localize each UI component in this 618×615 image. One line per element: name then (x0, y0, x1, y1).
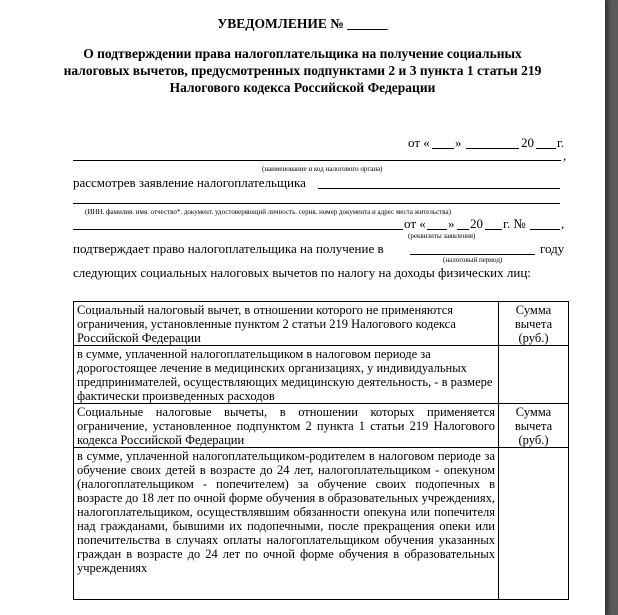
taxpayer-field-1[interactable] (318, 188, 560, 189)
row2-year-prefix: 20 (470, 216, 483, 231)
table-row (74, 302, 569, 346)
deductions-table (73, 301, 569, 600)
date-close-quote: » (455, 135, 462, 150)
tax-period-field[interactable] (410, 254, 535, 255)
sum-input-cell[interactable] (499, 346, 569, 404)
deduction-description: Социальный налоговый вычет, в отношении которого не применяются ограничения, установленные пунктом 2 статьи 219 Налогового кодекса Российской Федерации (74, 302, 499, 346)
date-g-label: г. (557, 135, 565, 150)
reviewed-label: рассмотрев заявление налогоплательщика (73, 175, 306, 190)
subtitle-line-1: О подтверждении права налогоплательщика на получение социальных (83, 46, 522, 61)
deduction-description: в сумме, уплаченной налогоплательщиком-родителем в налоговом периоде за обучение своих детей в возрасте до 24 лет, налогоплательщиком - опекуном (налогоплательщиком - попечителем) за обучение своих подопечных в возрасте до 18 лет по очной форме обучения в образовательных учреждениях, налогоплательщиком, осуществлявшим обязанности опекуна или попечителя над гражданами, бывшими их подопечными, после прекращения опеки или попечительства в случаях оплаты налогоплательщиком обучения указанных граждан в возрасте до 24 лет по очной форме обучения в образовательных учреждениях (74, 448, 499, 600)
row2-number-field[interactable] (530, 229, 560, 230)
following-label: следующих социальных налоговых вычетов по налогу на доходы физических лиц: (73, 265, 531, 280)
table-row (74, 404, 569, 448)
table-row (74, 448, 569, 600)
sum-header: Сумма вычета (руб.) (499, 302, 569, 346)
row2-comma: , (561, 216, 565, 231)
hint-requisites: (реквизиты заявления) (408, 232, 476, 240)
date-month-field[interactable] (466, 148, 519, 149)
sum-header: Сумма вычета (руб.) (499, 404, 569, 448)
sum-input-cell[interactable] (499, 448, 569, 600)
date-year-field[interactable] (536, 148, 556, 149)
hint-person: (ИНН. фамилия. имя. отчество*. документ. удостоверяющий личность. серия. номер документа и адрес места жительства) (85, 208, 451, 216)
date-day-field[interactable] (432, 148, 454, 149)
tax-org-comma: , (563, 148, 567, 163)
row2-close-quote: » (448, 216, 455, 231)
notice-title: УВЕДОМЛЕНИЕ № ______ (217, 16, 388, 31)
subtitle-line-2: налоговых вычетов, предусмотренных подпунктами 2 и 3 пункта 1 статьи 219 (63, 63, 542, 78)
deduction-description: Социальные налоговые вычеты, в отношении которых применяется ограничение, установленное подпунктом 2 пункта 1 статьи 219 Налогового кодекса Российской Федерации (74, 404, 499, 448)
tax-org-field[interactable] (73, 160, 561, 161)
row2-g-no-label: г. № (503, 216, 526, 231)
date-year-prefix: 20 (521, 135, 534, 150)
year-word: году (540, 241, 565, 256)
row2-day-field[interactable] (427, 229, 447, 230)
hint-period: (налоговый период) (443, 256, 503, 264)
confirms-label: подтверждает право налогоплательщика на получение в (73, 241, 384, 256)
date-ot-label: от « (408, 135, 430, 150)
table-row (74, 346, 569, 404)
subtitle-line-3: Налогового кодекса Российской Федерации (169, 80, 436, 95)
deduction-description: в сумме, уплаченной налогоплательщиком в налоговом периоде за дорогостоящее лечение в медицинских организациях, у индивидуальных предпринимателей, осуществляющих медицинскую деятельность, - в размере фактически произведенных расходов (74, 346, 499, 404)
hint-tax-org: (наименование и код налогового органа) (262, 165, 383, 173)
taxpayer-field-2[interactable] (73, 203, 560, 204)
row2-month-field[interactable] (457, 229, 469, 230)
row2-year-field[interactable] (485, 229, 502, 230)
row2-ot-label: от « (404, 216, 426, 231)
requisites-field[interactable] (73, 229, 403, 230)
